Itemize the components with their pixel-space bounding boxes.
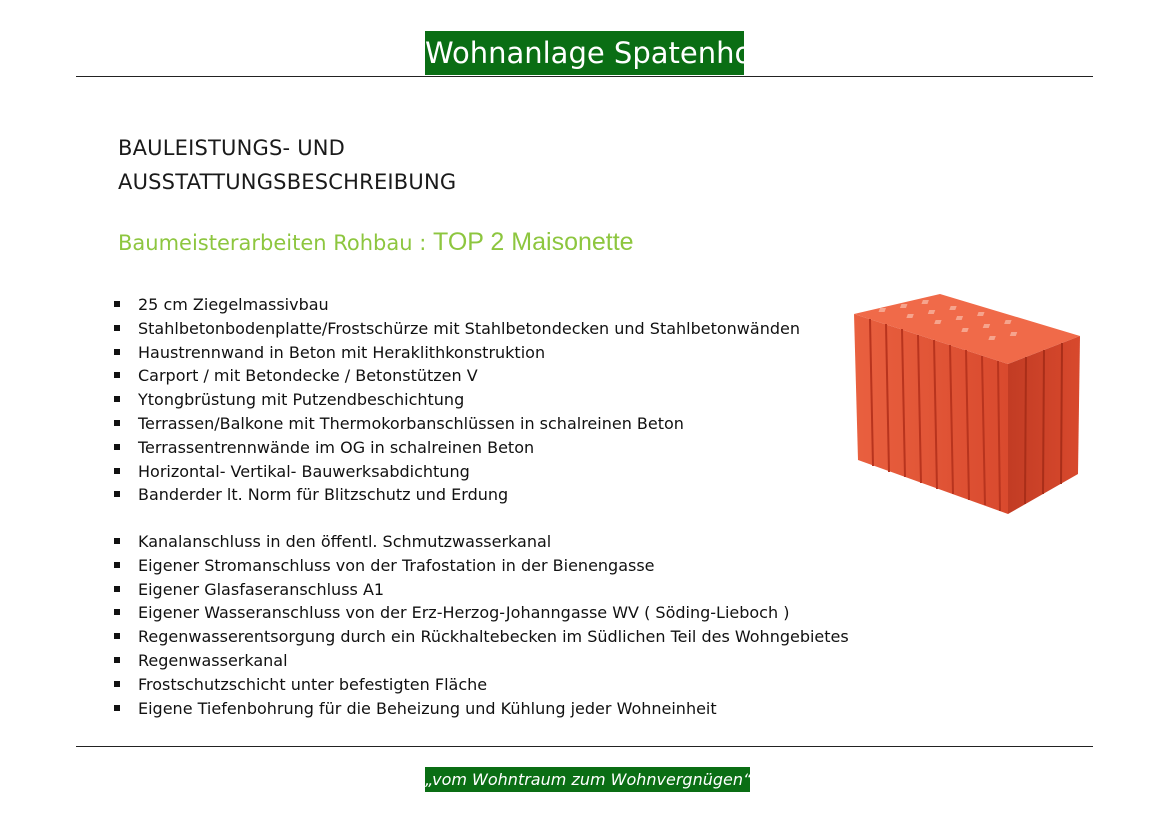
section-subheading bbox=[118, 228, 634, 257]
list-item: Eigener Glasfaseranschluss A1 bbox=[112, 578, 849, 602]
footer-divider bbox=[76, 746, 1093, 747]
subheading-section: Baumeisterarbeiten Rohbau : bbox=[118, 231, 433, 255]
subheading-unit: TOP 2 Maisonette bbox=[433, 228, 634, 256]
list-item: Eigener Wasseranschluss von der Erz-Herzog-Johanngasse WV ( Söding-Lieboch ) bbox=[112, 601, 849, 625]
list-item: Frostschutzschicht unter befestigten Fläche bbox=[112, 673, 849, 697]
clay-brick-image bbox=[848, 286, 1084, 518]
utilities-list bbox=[112, 530, 849, 720]
list-item: Kanalanschluss in den öffentl. Schmutzwasserkanal bbox=[112, 530, 849, 554]
construction-list bbox=[112, 293, 800, 507]
header-divider bbox=[76, 76, 1093, 77]
list-item: Horizontal- Vertikal- Bauwerksabdichtung bbox=[112, 460, 800, 484]
list-item: 25 cm Ziegelmassivbau bbox=[112, 293, 800, 317]
list-item: Regenwasserkanal bbox=[112, 649, 849, 673]
list-item: Regenwasserentsorgung durch ein Rückhaltebecken im Südlichen Teil des Wohngebietes bbox=[112, 625, 849, 649]
list-item: Eigene Tiefenbohrung für die Beheizung und Kühlung jeder Wohneinheit bbox=[112, 697, 849, 721]
list-item: Terrassen/Balkone mit Thermokorbanschlüssen in schalreinen Beton bbox=[112, 412, 800, 436]
heading-line-1: BAULEISTUNGS- UND bbox=[118, 136, 346, 160]
list-item: Terrassentrennwände im OG in schalreinen Beton bbox=[112, 436, 800, 460]
list-item: Banderder lt. Norm für Blitzschutz und Erdung bbox=[112, 483, 800, 507]
document-heading bbox=[118, 131, 456, 199]
heading-line-2: AUSSTATTUNGSBESCHREIBUNG bbox=[118, 170, 457, 194]
list-item: Carport / mit Betondecke / Betonstützen V bbox=[112, 364, 800, 388]
footer-slogan: „vom Wohntraum zum Wohnvergnügen“ bbox=[425, 767, 750, 792]
page-title: Wohnanlage Spatenhof bbox=[425, 31, 744, 75]
list-item: Stahlbetonbodenplatte/Frostschürze mit Stahlbetondecken und Stahlbetonwänden bbox=[112, 317, 800, 341]
list-item: Ytongbrüstung mit Putzendbeschichtung bbox=[112, 388, 800, 412]
list-item: Haustrennwand in Beton mit Heraklithkonstruktion bbox=[112, 341, 800, 365]
list-item: Eigener Stromanschluss von der Trafostation in der Bienengasse bbox=[112, 554, 849, 578]
